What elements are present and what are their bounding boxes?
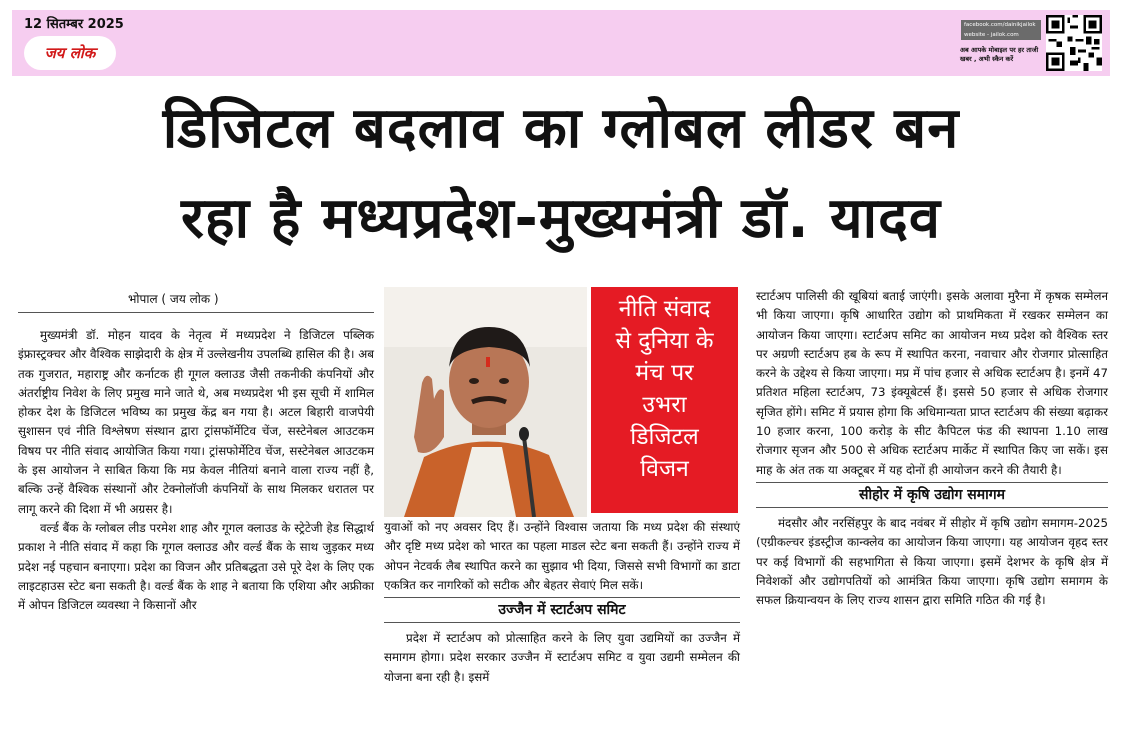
section-rule (384, 622, 740, 623)
highlight-line: विजन (640, 456, 689, 482)
article-paragraph: स्टार्टअप पालिसी की खूबियां बताई जाएंगी। इसके अलावा मुरैना में कृषक सम्मेलन भी किया जाएगा। कृषि आधारित उद्योग को प्राथमिकता में रखकर सम्मेलन का आयोजन किया जाएगा। स्टार्टअप समिट का आयोजन मध्य प्रदेश को वैश्विक स्तर पर अग्रणी स्टार्टअप हब के रूप में स्थापित करना, नवाचार और रोजगार प्रोत्साहित करने के उद्देश्य से किया जाएगा। मप्र में पांच हजार से अधिक स्टार्टअप है। इनमें 47 प्रतिशत महिला स्टार्टअप, 73 इंक्यूबेटर्स हैं। इससे 50 हजार से अधिक रोजगार सृजित होंगे। समिट में प्रयास होगा कि अधिमान्यता प्राप्त स्टार्टअप की संख्या बढ़ाकर 10 हजार करना, 100 करोड़ के सीट कैपिटल फंड की स्थापना 1.10 लाख रोजगार सृजन और 500 से अधिक स्टार्टअप मार्केट में स्थापित किए जा सकें। इस माह के अंत तक या अक्टूबर में यह दोनों ही आयोजन करने की तैयारी है। (756, 289, 1108, 477)
article-paragraph: प्रदेश में स्टार्टअप को प्रोत्साहित करने के लिए युवा उद्यमियों का उज्जैन में समागम होगा। प्रदेश सरकार उज्जैन में स्टार्टअप समिट व युवा उद्यमी सम्मेलन की योजना बना रही है। इसमें (384, 631, 740, 684)
section-rule (756, 507, 1108, 508)
article-paragraph: युवाओं को नए अवसर दिए हैं। उन्होंने विश्वास जताया कि मध्य प्रदेश की संस्थाएं और दृष्टि मध्य प्रदेश को भारत का पहला माडल स्टेट बना सकती हैं। उन्होंने राज्य में ओपन नेटवर्क लैब स्थापित करने का सुझाव भी दिया, जिससे सभी विभागों का डाटा एकत्रित कर नागरिकों को सटीक और बेहतर सेवाएं मिल सकें। (384, 520, 740, 592)
facebook-link: facebook.com/dainikjailok (964, 22, 1036, 28)
highlight-line: डिजिटल (630, 424, 699, 450)
subhead-ujjain: उज्जैन में स्टार्टअप समिट (498, 602, 626, 619)
headline-line-2: रहा है मध्यप्रदेश-मुख्यमंत्री डॉ. यादव (180, 186, 942, 251)
column-rule (18, 312, 374, 313)
dateline: भोपाल ( जय लोक ) (128, 292, 219, 306)
masthead-band (12, 10, 1110, 76)
website-link: website - jailok.com (964, 32, 1019, 38)
highlight-line: मंच पर (635, 360, 694, 386)
section-rule (384, 597, 740, 598)
article-paragraph: मुख्यमंत्री डॉ. मोहन यादव के नेतृत्व में मध्यप्रदेश ने डिजिटल पब्लिक इंफ्रास्ट्रक्चर और वैश्विक साझेदारी के क्षेत्र में उल्लेखनीय उपलब्धि हासिल की है। अब तक गुजरात, महाराष्ट्र और कर्नाटक ही गूगल क्लाउड जैसी तकनीकी कंपनियों और अंतर्राष्ट्रीय निवेश के लिए प्रमुख माने जाते थे, अब मध्यप्रदेश भी इस सूची में शामिल होकर देश के डिजिटल भविष्य का प्रमुख केंद्र बन गया है। अटल बिहारी वाजपेयी सुशासन एवं नीति विश्लेषण संस्थान द्वारा ट्रांसफॉर्मेटिव चेंज, सस्टेनेबल आउटकम विषय पर नीति संवाद आयोजित किया गया। ट्रांसफोर्मेटिव चेंज, सस्टेनेबल आउटकम के इस आयोजन ने साबित किया कि मप्र केवल नीतियां बनाने वाला राज्य नहीं है, बल्कि उन्हें वैश्विक संस्थानों और टेक्नोलॉजी कंपनियों के साथ मिलकर धरातल पर लागू करने की दिशा में भी अग्रसर है। (18, 328, 374, 516)
highlight-line: उभरा (642, 392, 687, 418)
section-rule (756, 482, 1108, 483)
article-paragraph: मंदसौर और नरसिंहपुर के बाद नवंबर में सीहोर में कृषि उद्योग समागम-2025 (एग्रीकल्चर इंडस्ट्रीज कान्क्लेव का आयोजन किया जाएगा। यह आयोजन वृहद स्तर पर कई विभागों की सहभागिता से किया जाएगा। इसमें देशभर के कृषि क्षेत्र में निवेशकों और उद्योगपतियों को आमंत्रित किया जाएगा। कृषि उद्योग समागम के सफल क्रियान्वयन के लिए राज्य शासन द्वारा समिति गठित की गई है। (756, 515, 1108, 608)
article-paragraph: वर्ल्ड बैंक के ग्लोबल लीड परमेश शाह और गूगल क्लाउड के स्ट्रेटेजी हेड सिद्धार्थ प्रकाश ने नीति संवाद में कहा कि गूगल क्लाउड और वर्ल्ड बैंक के साथ जुड़कर मध्य प्रदेश नई पहचान बनाएगा। प्रदेश का विजन और प्रतिबद्धता उसे पूरे देश के लिए एक लाइटहाउस स्टेट बना सकती है। वर्ल्ड बैंक के शाह ने बताया कि एशिया और अफ्रीका में ओपन डिजिटल व्यवस्था ने किसानों और (18, 520, 374, 613)
article-column-2 (384, 518, 740, 687)
edition-date: 12 सितम्बर 2025 (24, 17, 124, 32)
scan-prompt: अब आपके मोबाइल पर हर ताजी खबर , अभी स्कैन करें (960, 46, 1039, 63)
article-column-1 (18, 326, 374, 615)
qr-code-icon (1046, 15, 1102, 71)
headline-line-1: डिजिटल बदलाव का ग्लोबल लीडर बन (162, 96, 960, 161)
highlight-line: से दुनिया के (615, 328, 714, 354)
subhead-sehore: सीहोर में कृषि उद्योग समागम (859, 486, 1005, 503)
highlight-box (591, 287, 738, 513)
highlight-line: नीति संवाद (618, 296, 711, 322)
newspaper-logo: जय लोक (24, 36, 116, 70)
social-links (961, 20, 1041, 40)
article-column-3 (756, 287, 1108, 610)
chief-minister-photo (384, 287, 587, 517)
